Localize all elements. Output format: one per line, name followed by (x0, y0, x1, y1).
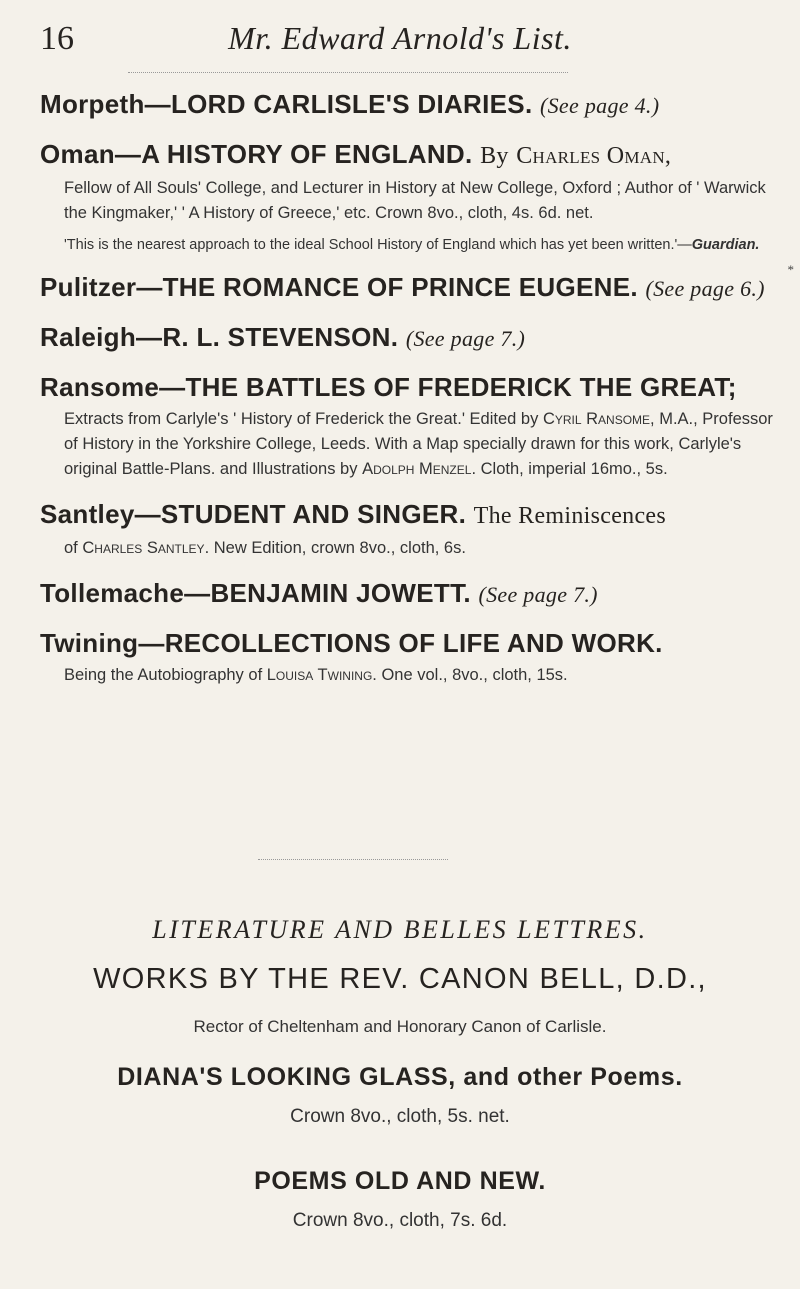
entry-author: Tollemache (40, 578, 185, 608)
entry-page-ref: (See page 4.) (540, 93, 660, 118)
page-header (40, 14, 760, 64)
entry-title: R. L. STEVENSON. (162, 322, 399, 352)
entry-pulitzer: Pulitzer—THE ROMANCE OF PRINCE EUGENE. (See page 6.) (40, 272, 765, 302)
entry-by-name: Charles Oman, (516, 143, 672, 169)
book-item (0, 1063, 800, 1128)
book-detail: Crown 8vo., cloth, 7s. 6d. (292, 1210, 508, 1231)
entry-description: Extracts from Carlyle's ' History of Frederick the Great.' Edited by Cyril Ransome, M.A., Professor of History in the Yorkshire College, Leeds. With a Map specially drawn for this work, Carlyle's original Battle-Plans. and Illustrations by Adolph Menzel. Cloth, imperial 16mo., 5s. (64, 410, 773, 478)
entry-description: Being the Autobiography of Louisa Twining. One vol., 8vo., cloth, 15s. (64, 666, 568, 684)
entry-title: RECOLLECTIONS OF LIFE AND WORK. (164, 628, 663, 658)
catalogue-entries (40, 88, 778, 704)
entry-page-ref: (See page 7.) (478, 582, 598, 607)
entry-author: Ransome (40, 372, 160, 402)
page-number: 16 (40, 20, 74, 57)
book-title: DIANA'S LOOKING GLASS, and other Poems. (117, 1063, 683, 1091)
running-title: Mr. Edward Arnold's List. (228, 20, 572, 56)
book-title: POEMS OLD AND NEW. (254, 1167, 546, 1195)
entry-subtitle: The Reminiscences (473, 503, 667, 529)
entry-page-ref: (See page 6.) (645, 276, 765, 301)
entry-author: Twining (40, 628, 139, 658)
works-heading: WORKS BY THE REV. CANON BELL, D.D., (93, 963, 707, 995)
entry-title: THE ROMANCE OF PRINCE EUGENE. (162, 272, 638, 302)
book-detail: Crown 8vo., cloth, 5s. net. (290, 1106, 510, 1127)
entry-author: Santley (40, 499, 135, 529)
entry-santley: Santley—STUDENT AND SINGER. The Reminiscences of Charles Santley. New Edition, crown 8vo., cloth, 6s. (40, 498, 778, 561)
entry-twining: Twining—RECOLLECTIONS OF LIFE AND WORK. Being the Autobiography of Louisa Twining. One vol., 8vo., cloth, 15s. (40, 627, 778, 688)
entry-raleigh: Raleigh—R. L. STEVENSON. (See page 7.) (40, 322, 526, 352)
entry-tollemache: Tollemache—BENJAMIN JOWETT. (See page 7.) (40, 578, 598, 608)
quote-source: Guardian. (691, 237, 760, 253)
entry-description: of Charles Santley. New Edition, crown 8vo., cloth, 6s. (64, 539, 466, 557)
section-title: LITERATURE AND BELLES LETTRES. (152, 915, 648, 944)
entry-title: STUDENT AND SINGER. (160, 499, 467, 529)
entry-ransome: Ransome—THE BATTLES OF FREDERICK THE GREAT; Extracts from Carlyle's ' History of Frederick the Great.' Edited by Cyril Ransome, M.A., Professor of History in the Yorkshire College, Leeds. With a Map specially drawn for this work, Carlyle's original Battle-Plans. and Illustrations by Adolph Menzel. Cloth, imperial 16mo., 5s. (40, 371, 778, 482)
book-item (0, 1167, 800, 1232)
entry-author: Raleigh (40, 322, 137, 352)
entry-title: A HISTORY OF ENGLAND. (141, 139, 473, 169)
works-subheading: Rector of Cheltenham and Honorary Canon of Carlisle. (193, 1017, 607, 1036)
entry-quote: 'This is the nearest approach to the ideal School History of England which has yet been written.'—Guardian. (64, 237, 760, 253)
entry-title: LORD CARLISLE'S DIARIES. (170, 89, 533, 119)
entry-author: Morpeth (40, 89, 145, 119)
entry-oman: Oman—A HISTORY OF ENGLAND. By Charles Oman, Fellow of All Souls' College, and Lecturer in History at New College, Oxford ; Author of ' Warwick the Kingmaker,' ' A History of Greece,' etc. Crown 8vo., cloth, 4s. 6d. net. 'This is the nearest approach to the ideal School History of England which has yet been written.'—Guardian. (40, 138, 778, 255)
entry-by: By (480, 143, 509, 169)
entry-author: Pulitzer (40, 272, 137, 302)
section-divider (258, 859, 448, 860)
entry-title: THE BATTLES OF FREDERICK THE GREAT; (185, 372, 737, 402)
entry-title: BENJAMIN JOWETT. (210, 578, 471, 608)
entry-morpeth: Morpeth—LORD CARLISLE'S DIARIES. (See page 4.) (40, 89, 660, 119)
header-rule (128, 72, 568, 73)
entry-page-ref: (See page 7.) (405, 326, 526, 351)
entry-author: Oman (40, 139, 115, 169)
margin-mark: * (787, 262, 794, 277)
entry-description: Fellow of All Souls' College, and Lecturer in History at New College, Oxford ; Author of ' Warwick the Kingmaker,' ' A History of Greece,' etc. Crown 8vo., cloth, 4s. 6d. net. (64, 179, 766, 222)
